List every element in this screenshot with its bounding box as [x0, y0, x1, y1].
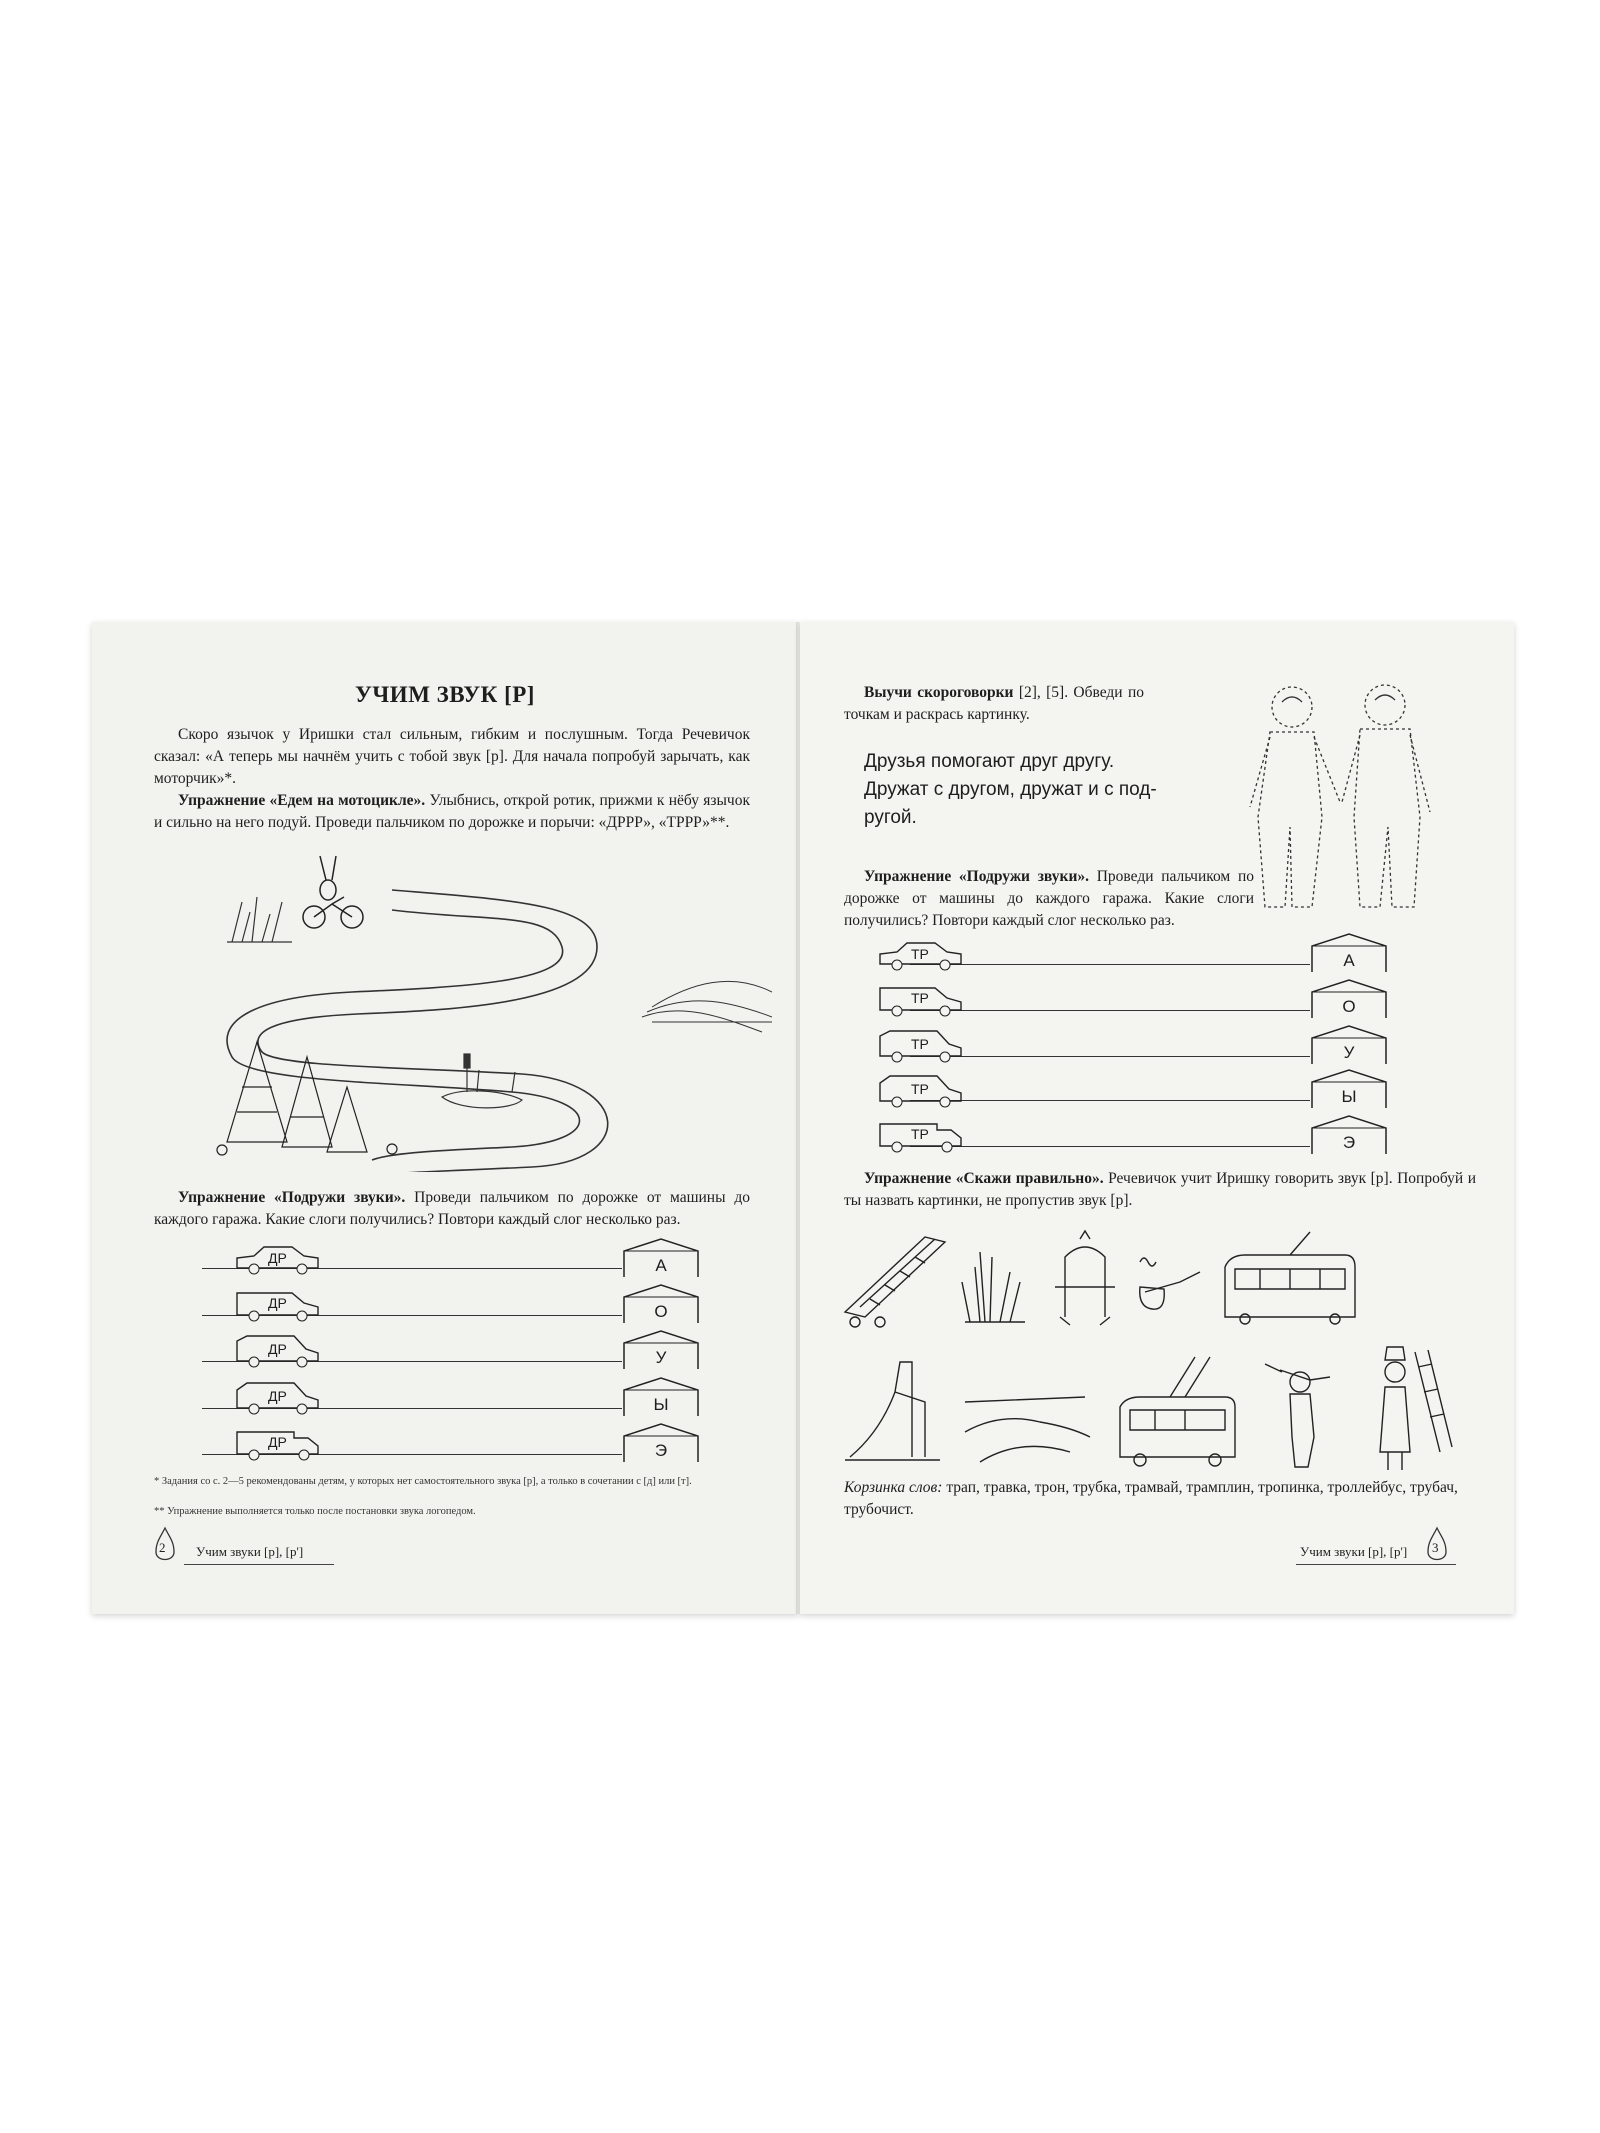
garage-letter: Э — [654, 1441, 668, 1460]
exercise-friends-right — [844, 866, 1254, 932]
page-footer: Учим звуки [р], [р'] — [1300, 1544, 1408, 1559]
car-syllable-label: ТР — [911, 1081, 929, 1097]
rabbit-motorcycle-icon — [303, 856, 363, 928]
car-syllable-label: ДР — [268, 1434, 287, 1450]
garage-letter: О — [654, 1302, 668, 1321]
right-page — [800, 622, 1514, 1614]
car-syllable-label: ДР — [268, 1388, 287, 1404]
page-number: 2 — [159, 1540, 166, 1555]
tongue-twister-line: Друзья помогают друг другу. — [864, 751, 1115, 772]
garage-letter: Ы — [1341, 1087, 1357, 1106]
pictures-row-2 — [840, 1342, 1480, 1472]
track-line — [910, 964, 1310, 965]
ski-jump-slide-icon — [845, 1362, 940, 1460]
tongue-twister-line: Дружат с другом, дружат и с под- — [864, 779, 1157, 800]
chimney-sweep-icon — [1380, 1347, 1452, 1470]
garage-letter: Ы — [653, 1395, 669, 1414]
exercise-friends-left-title: Упражнение «Подружи звуки». — [178, 1189, 406, 1206]
exercise-say-correctly-text: Речевичок учит Иришку говорить звук [р]. Попробуй и ты назвать картинки, не пропустив звук [р]. — [844, 1170, 1476, 1209]
exercise-motorcycle-title: Упражнение «Едем на мотоцикле». — [178, 792, 426, 809]
friends-illustration — [1230, 677, 1450, 917]
road-illustration — [132, 842, 772, 1172]
word-basket — [844, 1477, 1476, 1521]
exercise-motorcycle-text: Улыбнись, открой ротик, прижми к нёбу язычок и сильно на него подуй. Проведи пальчиком по дорожке и порычи: «ДРРР», «ТРРР»**. — [154, 792, 750, 831]
tongue-twister-task — [844, 682, 1144, 726]
car-syllable-label: ДР — [268, 1295, 287, 1311]
garage-letter: У — [655, 1348, 667, 1367]
track-line — [910, 1100, 1310, 1101]
footnote-2: ** Упражнение выполняется только после постановки звука логопедом. — [154, 1506, 476, 1517]
grass-icon — [227, 897, 292, 942]
tongue-twister-line: ругой. — [864, 807, 917, 828]
trumpeter-icon — [1265, 1364, 1330, 1467]
garage-letter: О — [1342, 997, 1356, 1016]
fir-trees-icon — [217, 1042, 397, 1155]
exercise-say-correctly — [844, 1168, 1476, 1212]
word-basket-label: Корзинка слов: — [844, 1479, 943, 1496]
pipe-icon — [1140, 1258, 1200, 1309]
exercise-motorcycle — [154, 790, 750, 834]
airstair-icon — [845, 1237, 945, 1327]
car-syllable-label: ТР — [911, 990, 929, 1006]
garage-letter: А — [655, 1256, 667, 1275]
track-line — [910, 1056, 1310, 1057]
tongue-twister — [864, 748, 1157, 832]
left-page — [92, 622, 798, 1614]
track-line — [910, 1010, 1310, 1011]
path-landscape-icon — [965, 1397, 1090, 1462]
garage-letter: У — [1343, 1043, 1355, 1062]
tongue-twister-task-text: [2], [5]. Обведи по точкам и раскрась картинку. — [844, 684, 1144, 723]
grass-tuft-icon — [962, 1252, 1025, 1322]
pictures-row-1 — [840, 1227, 1480, 1337]
page-number: 3 — [1432, 1540, 1439, 1555]
tongue-twister-task-title: Выучи скороговорки — [864, 684, 1014, 701]
car-syllable-label: ТР — [911, 1126, 929, 1142]
car-syllable-label: ТР — [911, 946, 929, 962]
exercise-say-correctly-title: Упражнение «Скажи правильно». — [864, 1170, 1104, 1187]
word-basket-words: трап, травка, трон, трубка, трамвай, трамплин, тропинка, троллейбус, трубач, трубочист. — [844, 1479, 1458, 1518]
garage-letter: Э — [1342, 1133, 1356, 1152]
footer-divider — [184, 1564, 334, 1565]
intro-paragraph: Скоро язычок у Иришки стал сильным, гибким и послушным. Тогда Речевичок сказал: «А теперь мы начнём учить с тобой звук [р]. Для начала попробуй зарычать, как моторчик»*. — [154, 726, 750, 787]
page-title: УЧИМ ЗВУК [Р] — [355, 682, 535, 707]
exercise-friends-left — [154, 1187, 750, 1231]
pond-icon — [442, 1054, 522, 1108]
exercise-friends-left-text: Проведи пальчиком по дорожке от машины до каждого гаража. Какие слоги получились? Повтори каждый слог несколько раз. — [154, 1189, 750, 1228]
footnote-1: * Задания со с. 2—5 рекомендованы детям, у которых нет самостоятельного звука [р], а только в сочетании с [д] или [т]. — [154, 1476, 692, 1487]
car-syllable-label: ДР — [268, 1341, 287, 1357]
exercise-friends-right-title: Упражнение «Подружи звуки». — [864, 868, 1090, 885]
car-syllable-label: ТР — [911, 1036, 929, 1052]
throne-icon — [1055, 1231, 1115, 1325]
garage-letter: А — [1343, 951, 1355, 970]
tram-icon — [1225, 1232, 1355, 1324]
exercise-friends-right-text: Проведи пальчиком по дорожке от машины до каждого гаража. Какие слоги получились? Повтори каждый слог несколько раз. — [844, 868, 1254, 929]
track-line — [910, 1146, 1310, 1147]
car-syllable-label: ДР — [268, 1250, 287, 1266]
page-footer: Учим звуки [р], [р'] — [196, 1544, 304, 1559]
reeds-icon — [642, 981, 772, 1032]
trolleybus-icon — [1120, 1357, 1235, 1466]
